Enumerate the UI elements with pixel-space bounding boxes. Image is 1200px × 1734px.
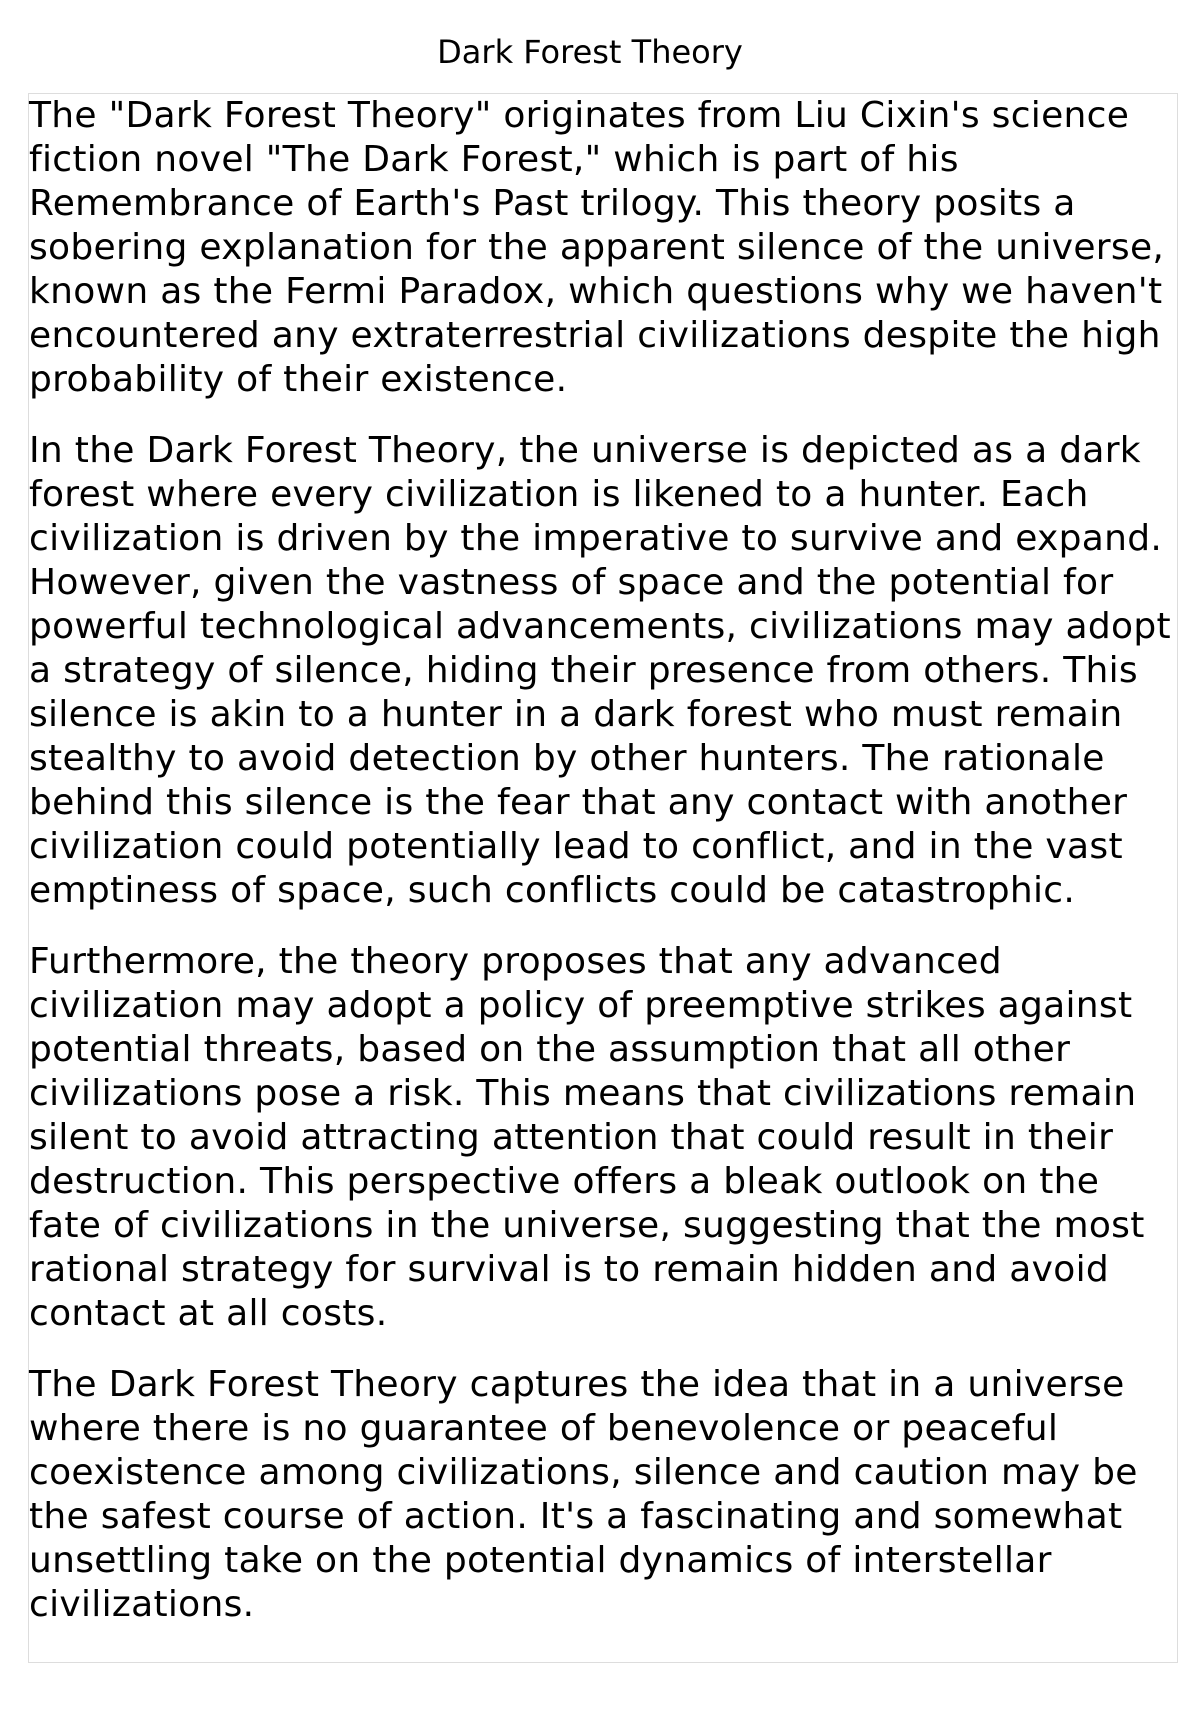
document-title: Dark Forest Theory [437,33,743,71]
paragraph-2: In the Dark Forest Theory, the universe is depicted as a dark forest where every civilization is likened to a hunter. Each civilization is driven by the imperative to survive and expand. However, given the vastness of space and the potential for powerful technological advancements, civilizations may adopt a strategy of silence, hiding their presence from others. This silence is akin to a hunter in a dark forest who must remain stealthy to avoid detection by other hunters. The rationale behind this silence is the fear that any contact with another civilization could potentially lead to conflict, and in the vast emptiness of space, such conflicts could be catastrophic. [29,430,1171,911]
document-body [28,93,1178,1663]
paragraph-4: The Dark Forest Theory captures the idea that in a universe where there is no guarantee of benevolence or peaceful coexistence among civilizations, silence and caution may be the safest course of action. It's a fascinating and somewhat unsettling take on the potential dynamics of interstellar civilizations. [29,1364,1138,1625]
paragraph-1: The "Dark Forest Theory" originates from Liu Cixin's science fiction novel "The Dark Forest," which is part of his Remembrance of Earth's Past trilogy. This theory posits a sobering explanation for the apparent silence of the universe, known as the Fermi Paradox, which questions why we haven't encountered any extraterrestrial civilizations despite the high probability of their existence. [29,95,1165,400]
paragraph-3: Furthermore, the theory proposes that any advanced civilization may adopt a policy of preemptive strikes against potential threats, based on the assumption that all other civilizations pose a risk. This means that civilizations remain silent to avoid attracting attention that could result in their destruction. This perspective offers a bleak outlook on the fate of civilizations in the universe, suggesting that the most rational strategy for survival is to remain hidden and avoid contact at all costs. [29,941,1145,1334]
